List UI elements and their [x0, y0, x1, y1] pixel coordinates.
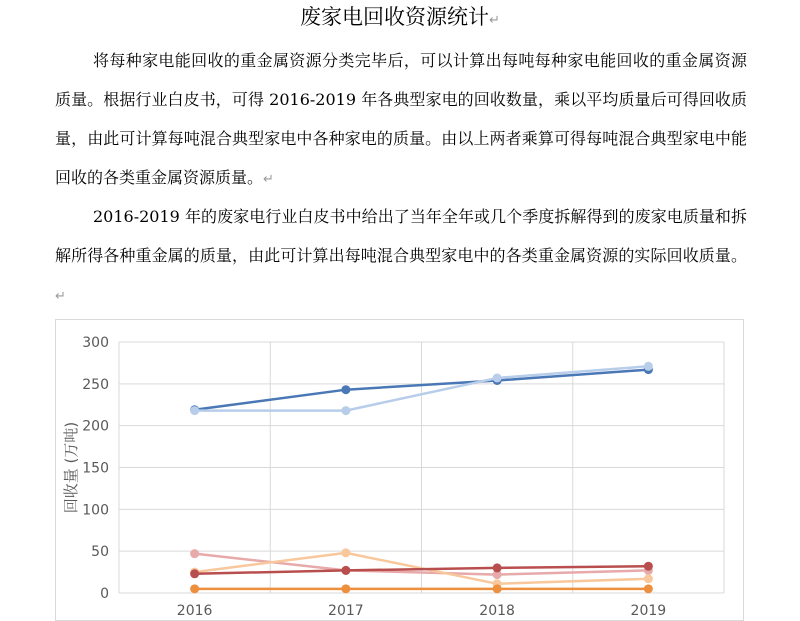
title-text: 废家电回收资源统计	[300, 5, 490, 29]
y-tick-label: 0	[100, 586, 109, 602]
x-tick-label: 2016	[176, 603, 213, 619]
paragraph-mark-icon: ↵	[489, 13, 500, 28]
series-2-point[interactable]	[493, 373, 502, 382]
paragraph-mark-icon: ↵	[263, 172, 274, 187]
series-2-point[interactable]	[341, 406, 350, 415]
x-tick-label: 2018	[479, 603, 515, 619]
series-5-point[interactable]	[190, 569, 199, 578]
paragraph-1	[55, 41, 747, 199]
y-tick-label: 50	[91, 544, 109, 561]
series-5-point[interactable]	[644, 562, 653, 571]
y-tick-label: 150	[82, 460, 109, 477]
series-2-point[interactable]	[644, 362, 653, 371]
series-2-point[interactable]	[190, 406, 199, 415]
paragraph-2	[55, 197, 747, 316]
paragraph-1-text: 将每种家电能回收的重金属资源分类完毕后，可以计算出每吨每种家电能回收的重金属资源质量。根据行业白皮书，可得 2016-2019 年各典型家电的回收数量，乘以平均质量后可得回收质量，由此可计算每吨混合典型家电中各种家电的质量。由以上两者乘算可得每吨混合典型家电中能回收的各类重金属资源质量。	[55, 51, 747, 187]
chart-canvas	[56, 320, 743, 620]
series-4-point[interactable]	[644, 574, 653, 583]
y-tick-label: 250	[82, 376, 109, 393]
y-tick-label: 100	[82, 502, 109, 519]
series-6-point[interactable]	[493, 584, 502, 593]
x-tick-label: 2019	[630, 603, 667, 619]
series-5-point[interactable]	[341, 566, 350, 575]
series-1-point[interactable]	[341, 385, 350, 394]
series-6-point[interactable]	[644, 584, 653, 593]
series-4-point[interactable]	[341, 548, 350, 557]
paragraph-mark-icon: ↵	[55, 289, 66, 304]
y-axis-label: 回收量 (万吨)	[62, 421, 80, 514]
paragraph-2-text: 2016-2019 年的废家电行业白皮书中给出了当年全年或几个季度拆解得到的废家电质量和拆解所得各种重金属的质量，由此可计算出每吨混合典型家电中的各类重金属资源的实际回收质量。	[55, 207, 747, 265]
line-chart[interactable]	[55, 319, 744, 621]
y-tick-label: 200	[82, 418, 109, 435]
x-tick-label: 2017	[328, 603, 364, 619]
series-6-point[interactable]	[190, 584, 199, 593]
y-tick-label: 300	[82, 335, 109, 351]
series-5-point[interactable]	[493, 563, 502, 572]
series-6-point[interactable]	[341, 584, 350, 593]
document-title	[0, 2, 800, 36]
series-3-point[interactable]	[190, 549, 199, 558]
